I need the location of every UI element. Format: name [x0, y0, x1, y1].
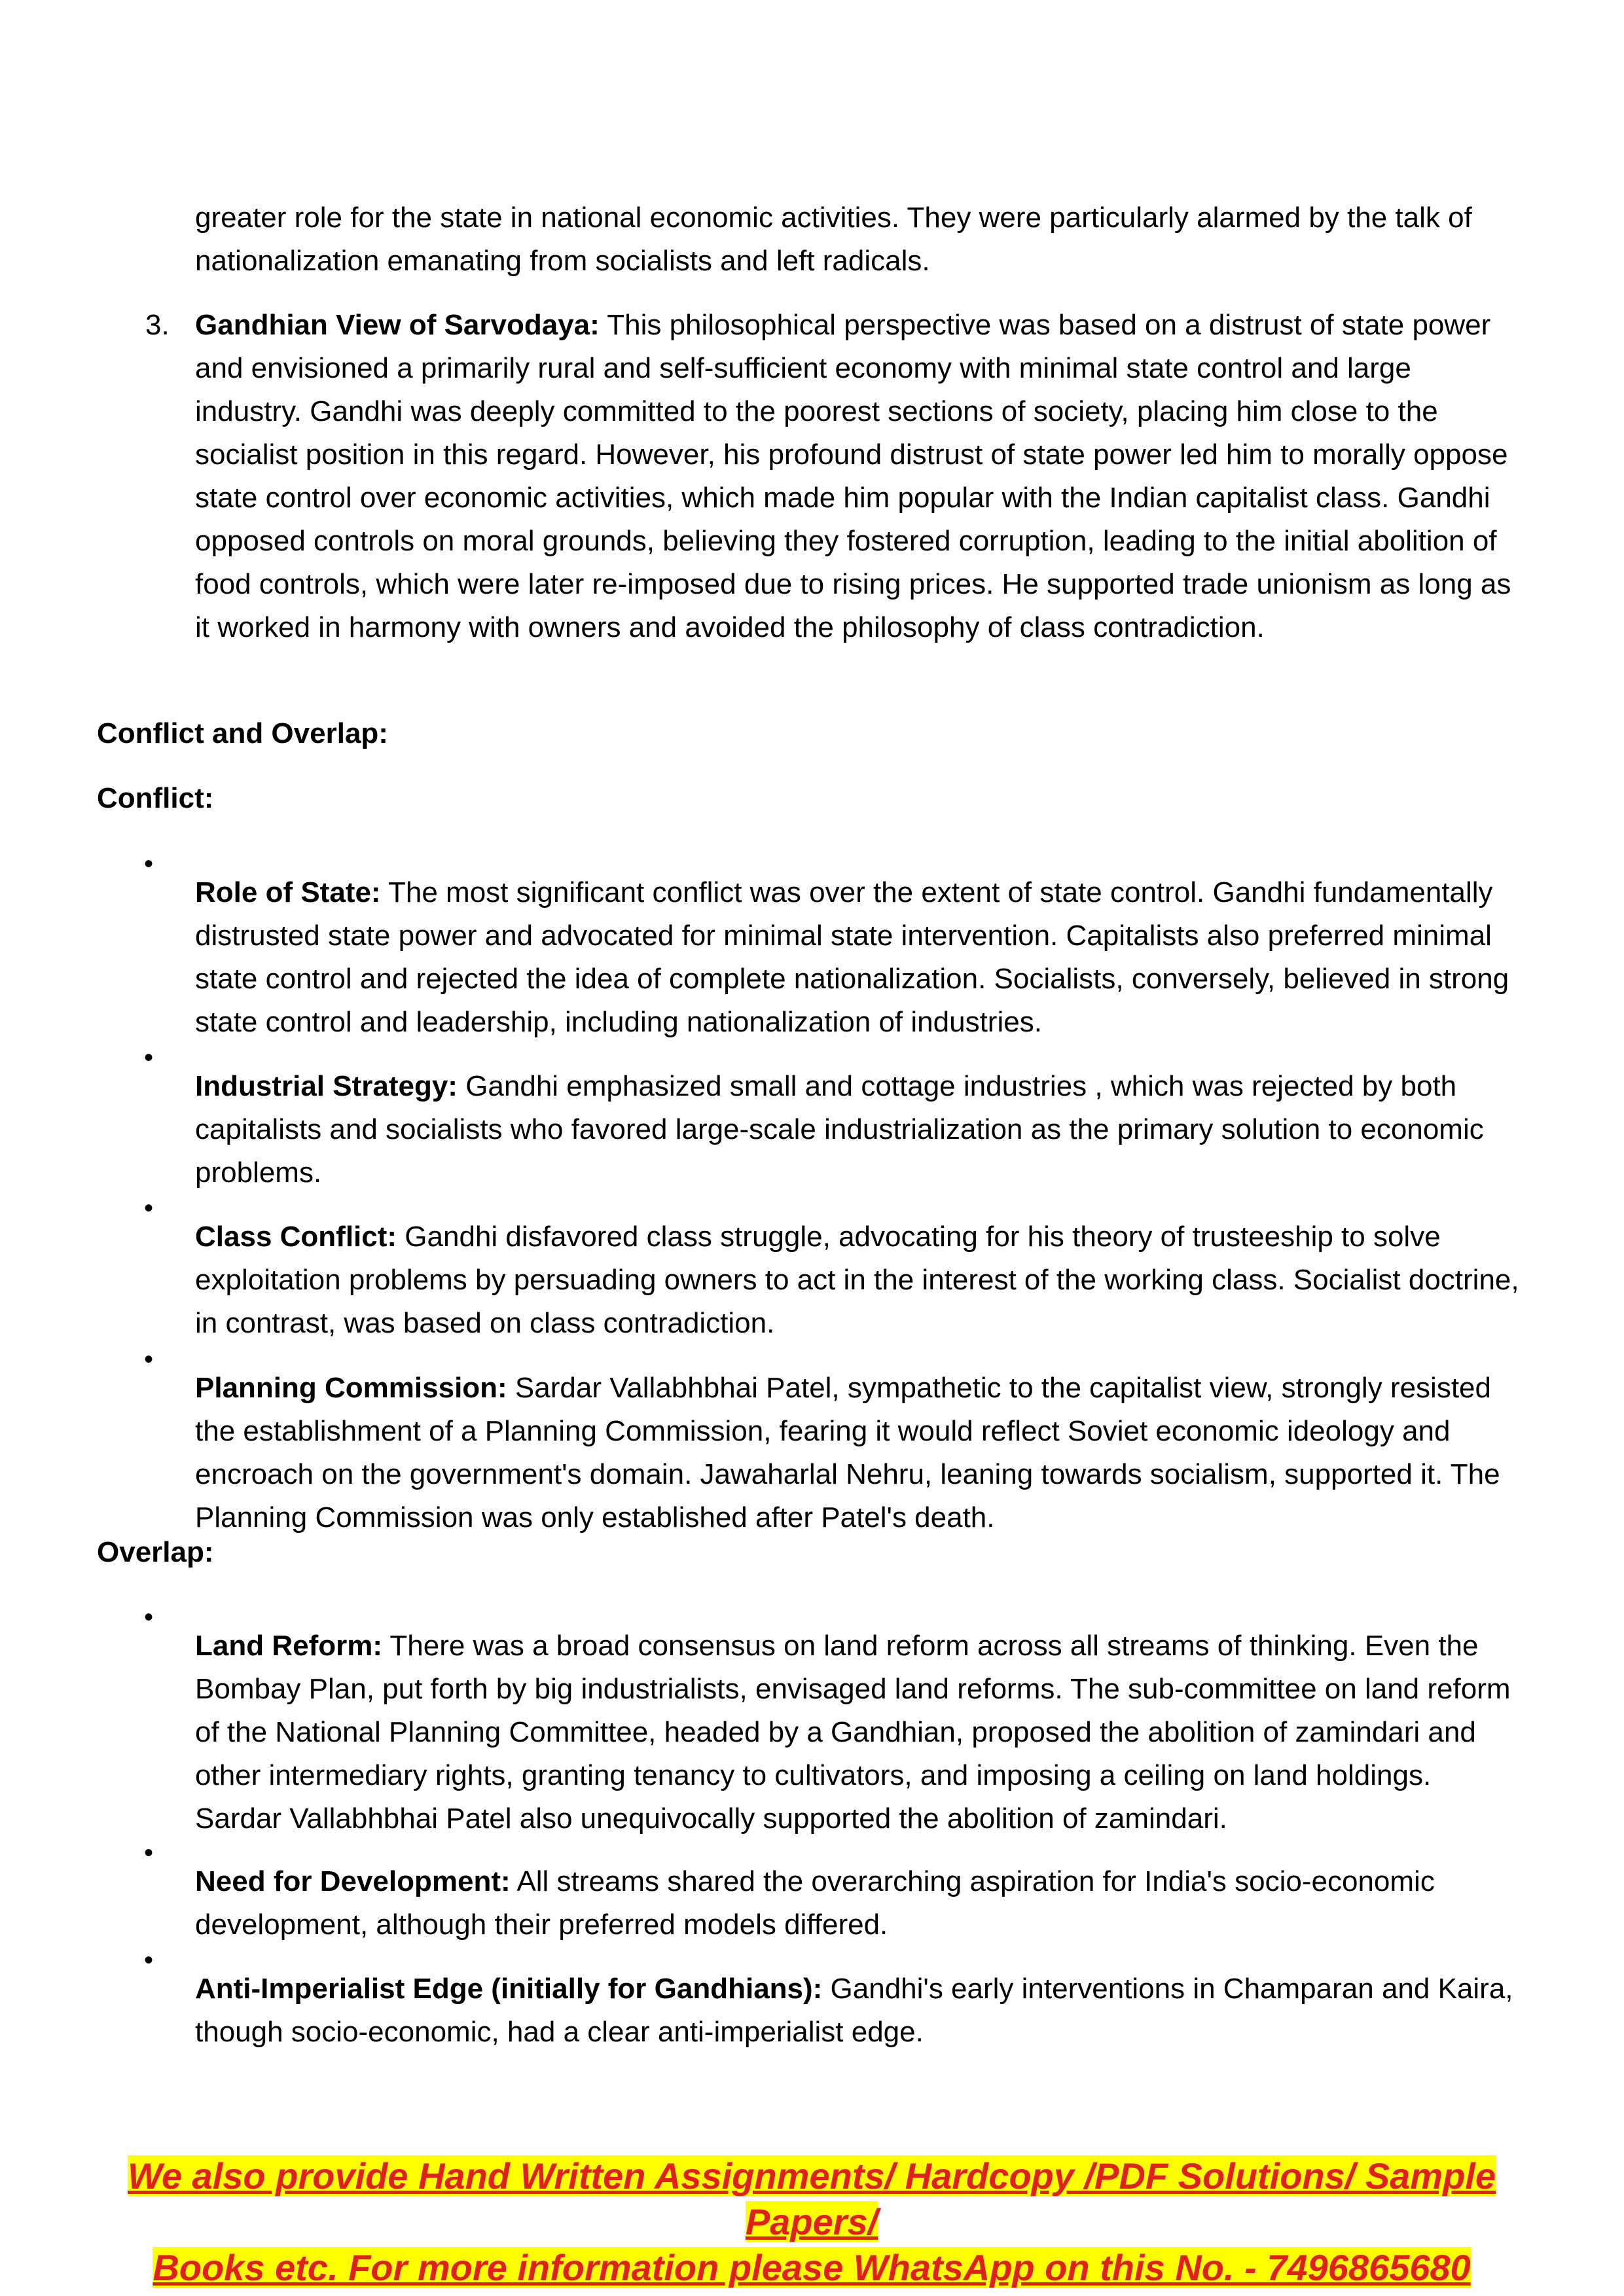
list-item	[195, 1367, 1524, 1539]
item-title: Gandhian View of Sarvodaya:	[195, 309, 600, 341]
item-text: All streams shared the overarching aspiration for India's socio-economic development, although their preferred models differed.	[195, 1865, 1435, 1941]
bullet-icon: •	[144, 1946, 154, 1975]
list-item	[195, 1967, 1524, 2054]
list-item	[195, 1065, 1524, 1194]
item-text: There was a broad consensus on land reform across all streams of thinking. Even the Bombay Plan, put forth by big industrialists, envisaged land reforms. The sub-committee on land reform of the National Planning Committee, headed by a Gandhian, proposed the abolition of zamindari and other intermediary rights, granting tenancy to cultivators, and imposing a ceiling on land holdings. Sardar Vallabhbhai Patel also unequivocally supported the abolition of zamindari.	[195, 1630, 1511, 1835]
item-title: Planning Commission:	[195, 1372, 507, 1404]
footer-promo-line-2: Books etc. For more information please WhatsApp on this No. - 7496865680	[153, 2247, 1471, 2288]
bullet-icon: •	[144, 1839, 154, 1867]
item-title: Land Reform:	[195, 1630, 382, 1662]
sarvodaya-paragraph	[195, 304, 1524, 649]
bullet-icon: •	[144, 1603, 154, 1632]
item-title: Need for Development:	[195, 1865, 511, 1897]
subheading-overlap: Overlap:	[97, 1536, 214, 1568]
footer-promo	[92, 2153, 1532, 2291]
list-item	[195, 871, 1524, 1044]
item-text: Gandhi emphasized small and cottage industries , which was rejected by both capitalists and socialists who favored large-scale industrialization as the primary solution to economic problems.	[195, 1070, 1484, 1189]
list-item	[195, 1624, 1524, 1840]
item-text: Sardar Vallabhbhai Patel, sympathetic to the capitalist view, strongly resisted the establishment of a Planning Commission, fearing it would reflect Soviet economic ideology and encroach on the government's domain. Jawaharlal Nehru, leaning towards socialism, supported it. The Planning Commission was only established after Patel's death.	[195, 1372, 1500, 1534]
list-item	[195, 1215, 1524, 1345]
item-text: Gandhi's early interventions in Champaran and Kaira, though socio-economic, had a clear anti-imperialist edge.	[195, 1973, 1513, 2048]
item-title: Industrial Strategy:	[195, 1070, 458, 1102]
item-title: Role of State:	[195, 876, 381, 908]
item-number: 3.	[145, 309, 170, 341]
item-text: This philosophical perspective was based on a distrust of state power and envisioned a primarily rural and self-sufficient economy with minimal state control and large industry. Gandhi was deeply committed to the poorest sections of society, placing him close to the socialist position in this regard. However, his profound distrust of state power led him to morally oppose state control over economic activities, which made him popular with the Indian capitalist class. Gandhi opposed controls on moral grounds, believing they fostered corruption, leading to the initial abolition of food controls, which were later re-imposed due to rising prices. He supported trade unionism as long as it worked in harmony with owners and avoided the philosophy of class contradiction.	[195, 309, 1511, 643]
item-title: Anti-Imperialist Edge (initially for Gandhians):	[195, 1973, 823, 2005]
continuation-paragraph: greater role for the state in national economic activities. They were particularly alarmed by the talk of nationalization emanating from socialists and left radicals.	[195, 202, 1472, 277]
footer-promo-line-1: We also provide Hand Written Assignments/ Hardcopy /PDF Solutions/ Sample Papers/	[128, 2155, 1496, 2242]
list-item	[195, 1860, 1524, 1946]
item-text: Gandhi disfavored class struggle, advocating for his theory of trusteeship to solve exploitation problems by persuading owners to act in the interest of the working class. Socialist doctrine, in contrast, was based on class contradiction.	[195, 1221, 1519, 1339]
bullet-icon: •	[144, 850, 154, 878]
section-heading-conflict-overlap: Conflict and Overlap:	[97, 717, 388, 749]
bullet-icon: •	[144, 1194, 154, 1223]
item-text: The most significant conflict was over the extent of state control. Gandhi fundamentally distrusted state power and advocated for minimal state intervention. Capitalists also preferred minimal state control and rejected the idea of complete nationalization. Socialists, conversely, believed in strong state control and leadership, including nationalization of industries.	[195, 876, 1509, 1038]
subheading-conflict: Conflict:	[97, 782, 214, 814]
bullet-icon: •	[144, 1345, 154, 1374]
bullet-icon: •	[144, 1043, 154, 1072]
item-title: Class Conflict:	[195, 1221, 397, 1253]
